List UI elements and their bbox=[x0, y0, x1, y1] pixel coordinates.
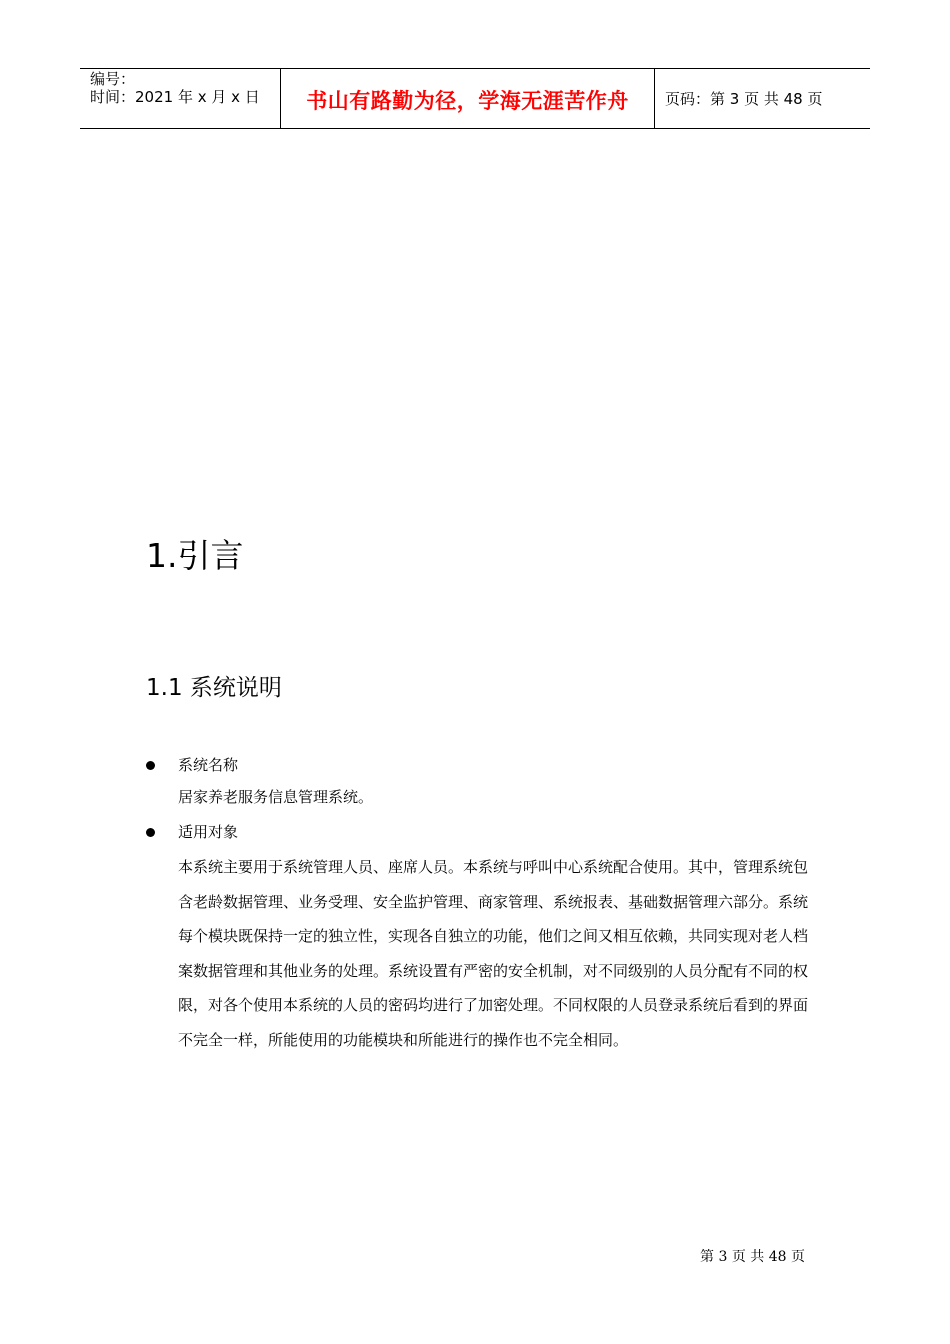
header-motto-cell bbox=[281, 69, 655, 128]
document-date-label: 时间：2021 年 x 月 x 日 bbox=[90, 88, 260, 106]
bullet-body: 本系统主要用于系统管理人员、座席人员。本系统与呼叫中心系统配合使用。其中，管理系统包含老龄数据管理、业务受理、安全监护管理、商家管理、系统报表、基础数据管理六部分。系统每个模块既保持一定的独立性，实现各自独立的功能，他们之间又相互依赖，共同实现对老人档案数据管理和其他业务的处理。系统设置有严密的安全机制，对不同级别的人员分配有不同的权限，对各个使用本系统的人员的密码均进行了加密处理。不同权限的人员登录系统后看到的界面不完全一样，所能使用的功能模块和所能进行的操作也不完全相同。 bbox=[178, 858, 809, 1049]
header-page-code: 页码：第 3 页 共 48 页 bbox=[665, 90, 823, 108]
page-footer: 第 3 页 共 48 页 bbox=[700, 1249, 805, 1265]
document-header bbox=[80, 68, 870, 129]
header-meta-cell bbox=[80, 69, 281, 128]
header-page-cell bbox=[655, 69, 870, 128]
chapter-heading: 1.引言 bbox=[146, 536, 244, 575]
header-motto: 书山有路勤为径，学海无涯苦作舟 bbox=[306, 88, 629, 113]
bullet-dot-icon bbox=[146, 761, 155, 770]
section-heading: 1.1 系统说明 bbox=[146, 675, 282, 701]
bullet-title: 系统名称 bbox=[178, 756, 239, 774]
bullet-body: 居家养老服务信息管理系统。 bbox=[178, 788, 374, 806]
bullet-dot-icon bbox=[146, 828, 155, 837]
bullet-title: 适用对象 bbox=[178, 823, 239, 841]
document-number-label: 编号： bbox=[90, 70, 136, 88]
